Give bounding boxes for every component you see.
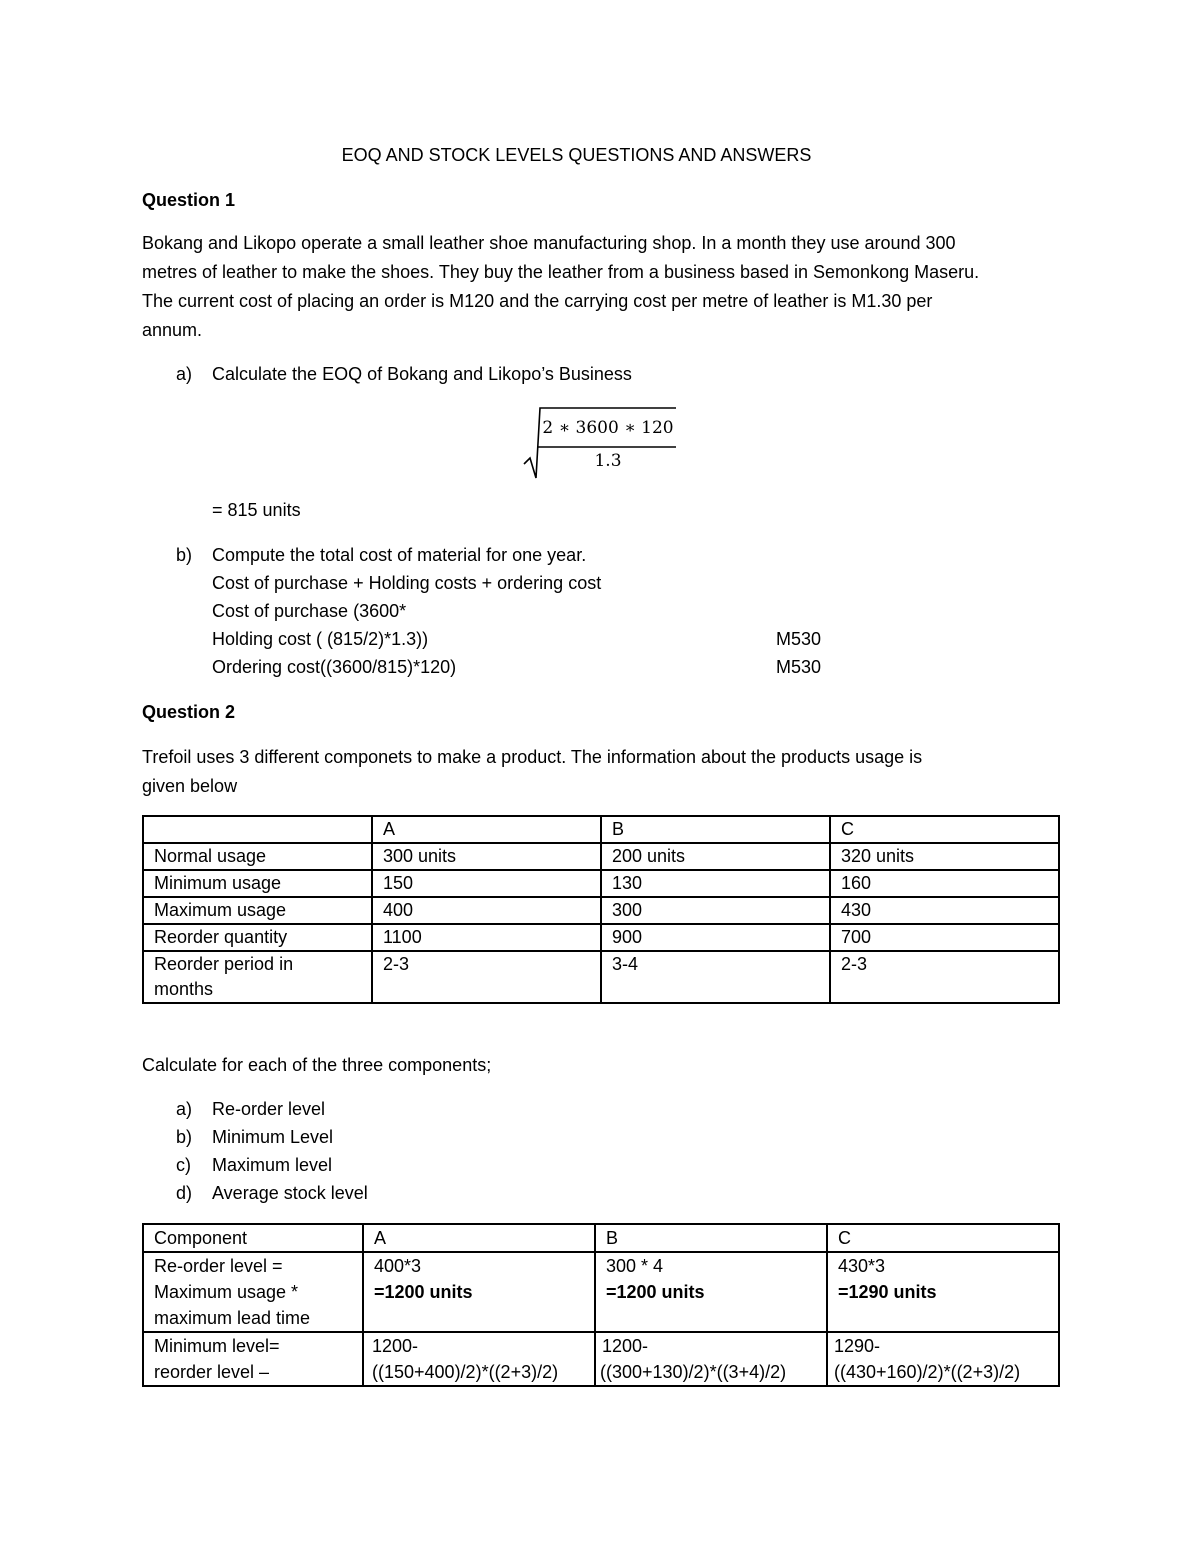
table-cell: Minimum usage: [143, 870, 372, 897]
table-cell: [143, 816, 372, 843]
cell-line: 430*3: [838, 1256, 886, 1276]
table-cell: 300 units: [372, 843, 601, 870]
eoq-formula: [520, 404, 690, 484]
calc-intro: Calculate for each of the three components;: [142, 1055, 492, 1075]
q1-para-line-4: annum.: [142, 320, 203, 340]
usage-table: [142, 815, 1060, 1004]
table-cell: C: [830, 816, 1059, 843]
table-row: [143, 1252, 1059, 1332]
cell-line: =1290 units: [838, 1282, 937, 1302]
q1-para-line-2: metres of leather to make the shoes. They buy the leather from a business based in Semonkong Maseru.: [142, 262, 980, 282]
q2-para-line-2: given below: [142, 776, 238, 796]
q1-part-b-line-2: Cost of purchase + Holding costs + ordering cost: [212, 573, 602, 593]
table-cell: [363, 1332, 595, 1386]
table-cell: 160: [830, 870, 1059, 897]
table-cell: 150: [372, 870, 601, 897]
table-header-row: [143, 1224, 1059, 1252]
cell-line: Reorder period in: [154, 954, 294, 974]
table-cell: A: [372, 816, 601, 843]
cell-line: Re-order level =: [154, 1256, 283, 1276]
task-a-text: Re-order level: [212, 1099, 326, 1119]
table-cell: Component: [143, 1224, 363, 1252]
table-cell: A: [363, 1224, 595, 1252]
table-cell: [595, 1332, 827, 1386]
cell-line: ((150+400)/2)*((2+3)/2): [372, 1362, 559, 1382]
table-header-row: [143, 816, 1059, 843]
ordering-cost-line: Ordering cost((3600/815)*120): [212, 657, 457, 677]
task-a-label: a): [176, 1099, 193, 1119]
document-title: EOQ AND STOCK LEVELS QUESTIONS AND ANSWERS: [341, 145, 812, 165]
task-c-label: c): [176, 1155, 191, 1175]
q1-para-line-1: Bokang and Likopo operate a small leather shoe manufacturing shop. In a month they use around 300: [142, 233, 956, 253]
cell-line: 1290-: [834, 1336, 881, 1356]
question-2-heading: Question 2: [142, 702, 236, 722]
table-row: [143, 951, 1059, 1003]
stock-levels-table: [142, 1223, 1060, 1387]
table-cell: Maximum usage: [143, 897, 372, 924]
table-row: [143, 924, 1059, 951]
task-d-text: Average stock level: [212, 1183, 368, 1203]
question-1-heading: Question 1: [142, 190, 236, 210]
table-cell: 320 units: [830, 843, 1059, 870]
cell-line: =1200 units: [606, 1282, 705, 1302]
table-cell: 200 units: [601, 843, 830, 870]
table-cell: [363, 1252, 595, 1332]
q1-part-a-label: a): [176, 364, 193, 384]
cell-line: maximum lead time: [154, 1308, 311, 1328]
table-cell: 3-4: [601, 951, 830, 1003]
cell-line: 400*3: [374, 1256, 422, 1276]
cell-line: 300 * 4: [606, 1256, 664, 1276]
table-cell: C: [827, 1224, 1059, 1252]
holding-cost-value: M530: [776, 629, 822, 649]
task-b-label: b): [176, 1127, 193, 1147]
q2-para-line-1: Trefoil uses 3 different componets to make a product. The information about the products usage is: [142, 747, 923, 767]
table-row: [143, 870, 1059, 897]
table-cell: B: [601, 816, 830, 843]
task-b-text: Minimum Level: [212, 1127, 334, 1147]
cell-line: =1200 units: [374, 1282, 473, 1302]
table-cell: Normal usage: [143, 843, 372, 870]
table-cell: 1100: [372, 924, 601, 951]
table-cell: B: [595, 1224, 827, 1252]
task-d-label: d): [176, 1183, 193, 1203]
table-cell: 2-3: [830, 951, 1059, 1003]
cell-line: months: [154, 979, 214, 999]
formula-denominator: 1.3: [594, 451, 622, 471]
table-cell: [827, 1252, 1059, 1332]
eoq-answer: = 815 units: [212, 500, 301, 520]
table-cell: 900: [601, 924, 830, 951]
table-cell: Reorder quantity: [143, 924, 372, 951]
table-cell: 700: [830, 924, 1059, 951]
table-cell: 430: [830, 897, 1059, 924]
q1-part-a-text: Calculate the EOQ of Bokang and Likopo’s Business: [212, 364, 632, 384]
cell-line: reorder level –: [154, 1362, 270, 1382]
ordering-cost-value: M530: [776, 657, 822, 677]
table-row: [143, 1332, 1059, 1386]
cell-line: ((430+160)/2)*((2+3)/2): [834, 1362, 1021, 1382]
q1-part-b-label: b): [176, 545, 193, 565]
q1-part-b-line-3: Cost of purchase (3600*: [212, 601, 407, 621]
table-cell: 130: [601, 870, 830, 897]
cell-line: 1200-: [372, 1336, 419, 1356]
table-cell: [143, 951, 372, 1003]
table-cell: [827, 1332, 1059, 1386]
table-cell: [143, 1332, 363, 1386]
holding-cost-line: Holding cost ( (815/2)*1.3)): [212, 629, 429, 649]
cell-line: 1200-: [602, 1336, 649, 1356]
table-cell: 2-3: [372, 951, 601, 1003]
table-cell: [143, 1252, 363, 1332]
q1-part-b-line-1: Compute the total cost of material for one year.: [212, 545, 587, 565]
table-cell: 400: [372, 897, 601, 924]
cell-line: ((300+130)/2)*((3+4)/2): [600, 1362, 787, 1382]
table-cell: 300: [601, 897, 830, 924]
cell-line: Minimum level=: [154, 1336, 280, 1356]
table-cell: [595, 1252, 827, 1332]
table-row: [143, 897, 1059, 924]
cell-line: Maximum usage *: [154, 1282, 299, 1302]
q1-para-line-3: The current cost of placing an order is M120 and the carrying cost per metre of leather is M1.30 per: [142, 291, 933, 311]
formula-numerator: 2 ∗ 3600 ∗ 120: [542, 418, 674, 438]
task-c-text: Maximum level: [212, 1155, 333, 1175]
table-row: [143, 843, 1059, 870]
